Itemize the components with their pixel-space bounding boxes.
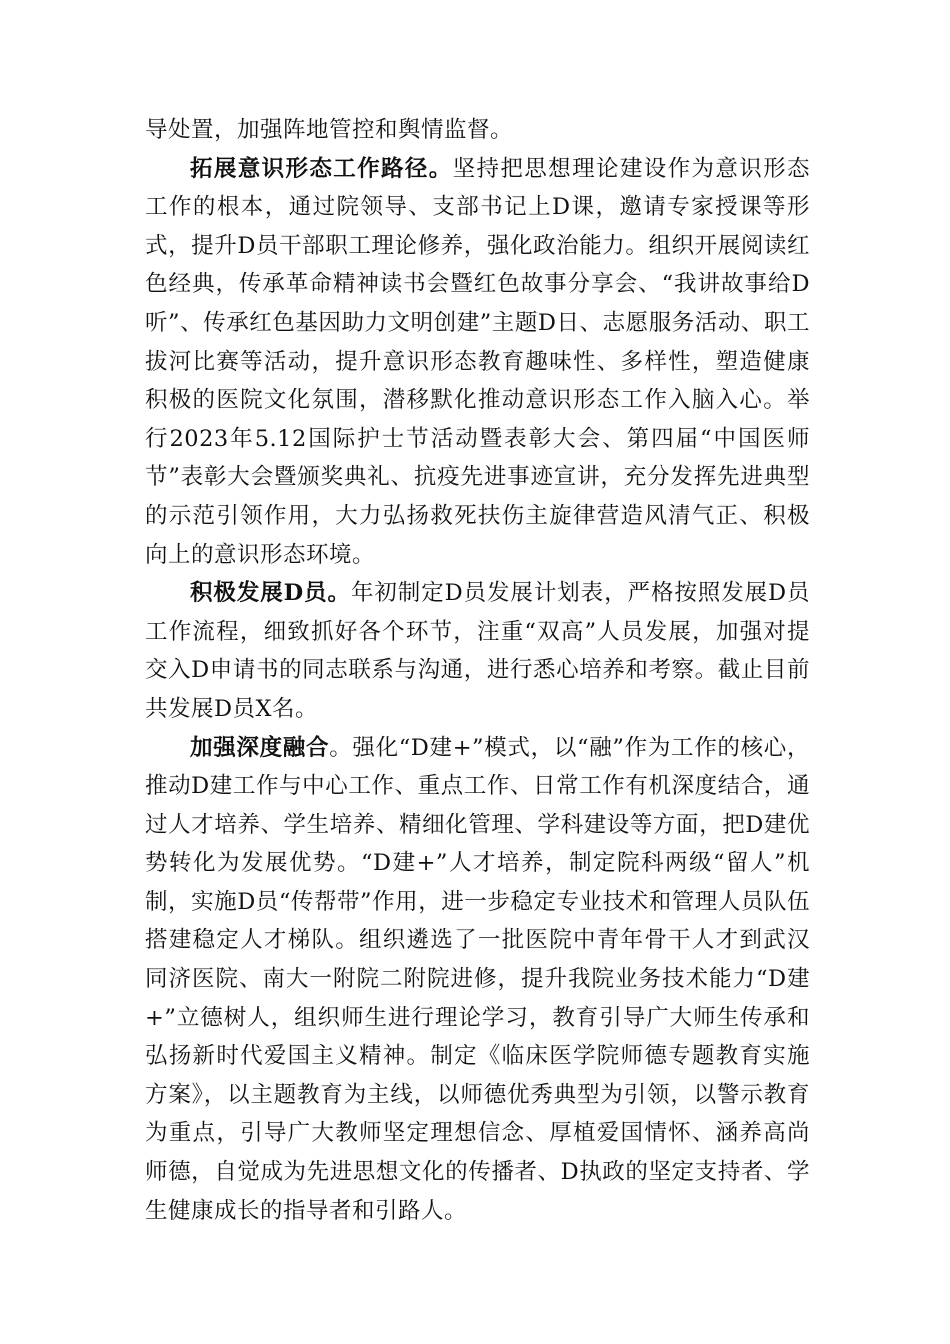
paragraph-develop-members xyxy=(145,574,810,728)
paragraph-heading: 拓展意识形态工作路径。 xyxy=(190,155,453,182)
paragraph-heading: 积极发展D员。 xyxy=(190,580,351,607)
paragraph-deep-integration xyxy=(145,729,810,1231)
paragraph-heading: 加强深度融合 xyxy=(190,734,330,761)
paragraph-continuation xyxy=(145,111,810,150)
paragraph-body-text: 导处置，加强阵地管控和舆情监督。 xyxy=(145,117,514,143)
document-body xyxy=(145,111,810,1230)
paragraph-ideology-work-path xyxy=(145,150,810,575)
paragraph-body-text: 年初制定D员发展计划表，严格按照发展D员工作流程，细致抓好各个环节，注重“双高”人员发展，加强对提交入D申请书的同志联系与沟通，进行悉心培养和考察。截止目前共发展D员X名。 xyxy=(145,580,810,722)
paragraph-body-text: 。强化“D建+”模式，以“融”作为工作的核心，推动D建工作与中心工作、重点工作、日常工作有机深度结合，通过人才培养、学生培养、精细化管理、学科建设等方面，把D建优势转化为发展优势。“D建+”人才培养，制定院科两级“留人”机制，实施D员“传帮带”作用，进一步稳定专业技术和管理人员队伍搭建稳定人才梯队。组织遴选了一批医院中青年骨干人才到武汉同济医院、南大一附院二附院进修，提升我院业务技术能力“D建+”立德树人，组织师生进行理论学习，教育引导广大师生传承和弘扬新时代爱国主义精神。制定《临床医学院师德专题教育实施方案》，以主题教育为主线，以师德优秀典型为引领，以警示教育为重点，引导广大教师坚定理想信念、厚植爱国情怀、涵养高尚师德，自觉成为先进思想文化的传播者、D执政的坚定支持者、学生健康成长的指导者和引路人。 xyxy=(145,734,810,1224)
paragraph-body-text: 坚持把思想理论建设作为意识形态工作的根本，通过院领导、支部书记上D课，邀请专家授课等形式，提升D员干部职工理论修养，强化政治能力。组织开展阅读红色经典，传承革命精神读书会暨红色故事分享会、“我讲故事给D听”、传承红色基因助力文明创建”主题D日、志愿服务活动、职工拔河比赛等活动，提升意识形态教育趣味性、多样性，塑造健康积极的医院文化氛围，潜移默化推动意识形态工作入脑入心。举行2023年5.12国际护士节活动暨表彰大会、第四届“中国医师节”表彰大会暨颁奖典礼、抗疫先进事迹宣讲，充分发挥先进典型的示范引领作用，大力弘扬救死扶伤主旋律营造风清气正、积极向上的意识形态环境。 xyxy=(145,155,810,568)
